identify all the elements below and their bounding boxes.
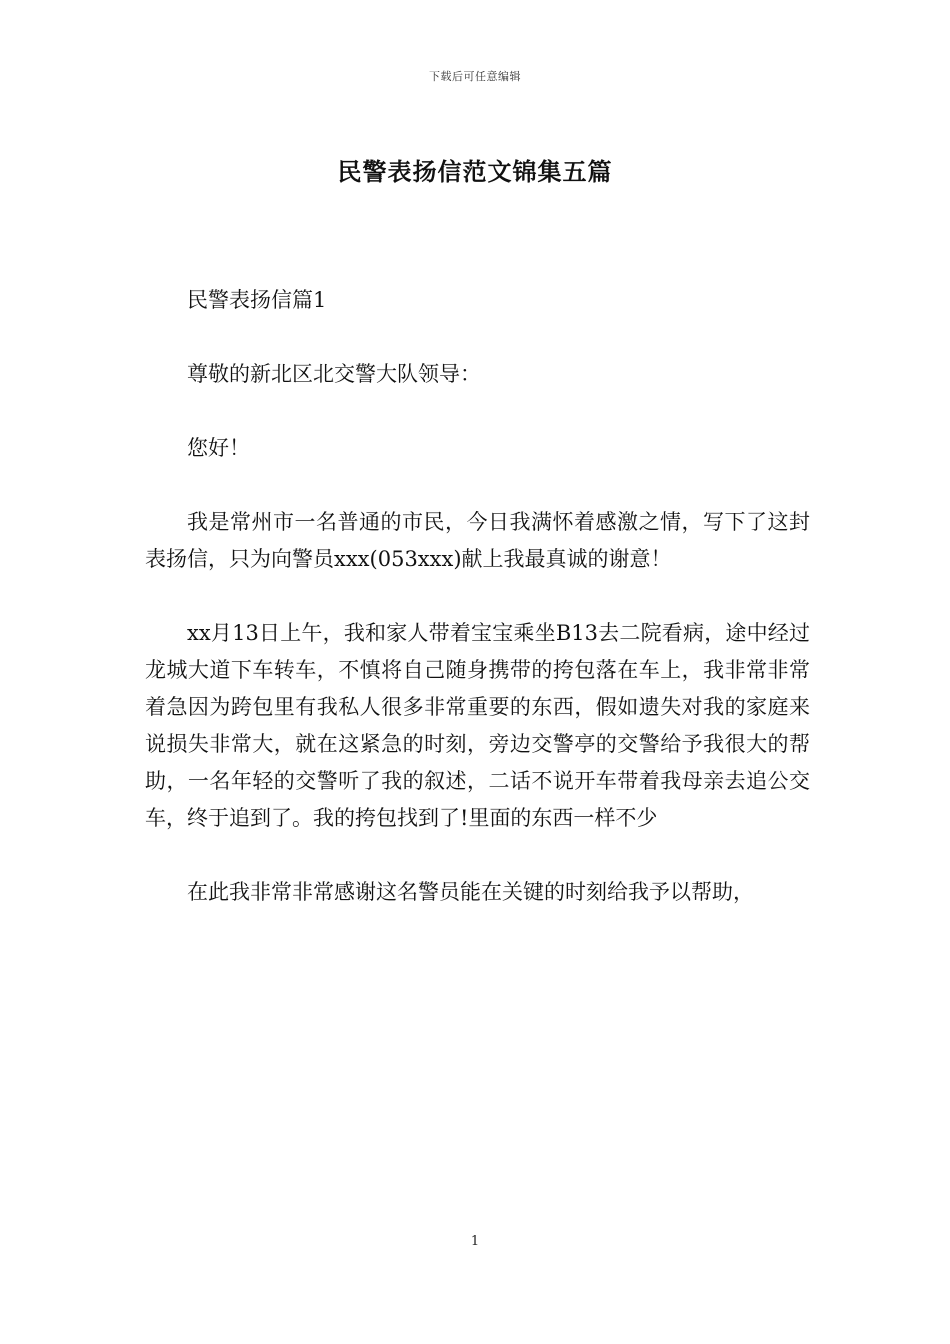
salutation: 尊敬的新北区北交警大队领导： (187, 362, 481, 386)
document-body (145, 282, 810, 911)
body-paragraph: 在此我非常非常感谢这名警员能在关键的时刻给我予以帮助， (187, 880, 754, 904)
header-note: 下载后可任意编辑 (429, 70, 521, 83)
page-number: 1 (470, 1234, 480, 1249)
body-paragraph: xx月13日上午，我和家人带着宝宝乘坐B13去二院看病，途中经过龙城大道下车转车，不慎将自己随身携带的挎包落在车上，我非常非常着急因为跨包里有我私人很多非常重要的东西，假如遗失对我的家庭来说损失非常大，就在这紧急的时刻，旁边交警亭的交警给予我很大的帮助，一名年轻的交警听了我的叙述，二话不说开车带着我母亲去追公交车，终于追到了。我的挎包找到了!里面的东西一样不少 (145, 621, 810, 830)
greeting: 您好！ (187, 436, 250, 460)
body-paragraph: 我是常州市一名普通的市民，今日我满怀着感激之情，写下了这封表扬信，只为向警员xxx(053xxx)献上我最真诚的谢意！ (145, 510, 810, 571)
document-title: 民警表扬信范文锦集五篇 (337, 157, 613, 186)
section-heading: 民警表扬信篇1 (187, 288, 327, 312)
